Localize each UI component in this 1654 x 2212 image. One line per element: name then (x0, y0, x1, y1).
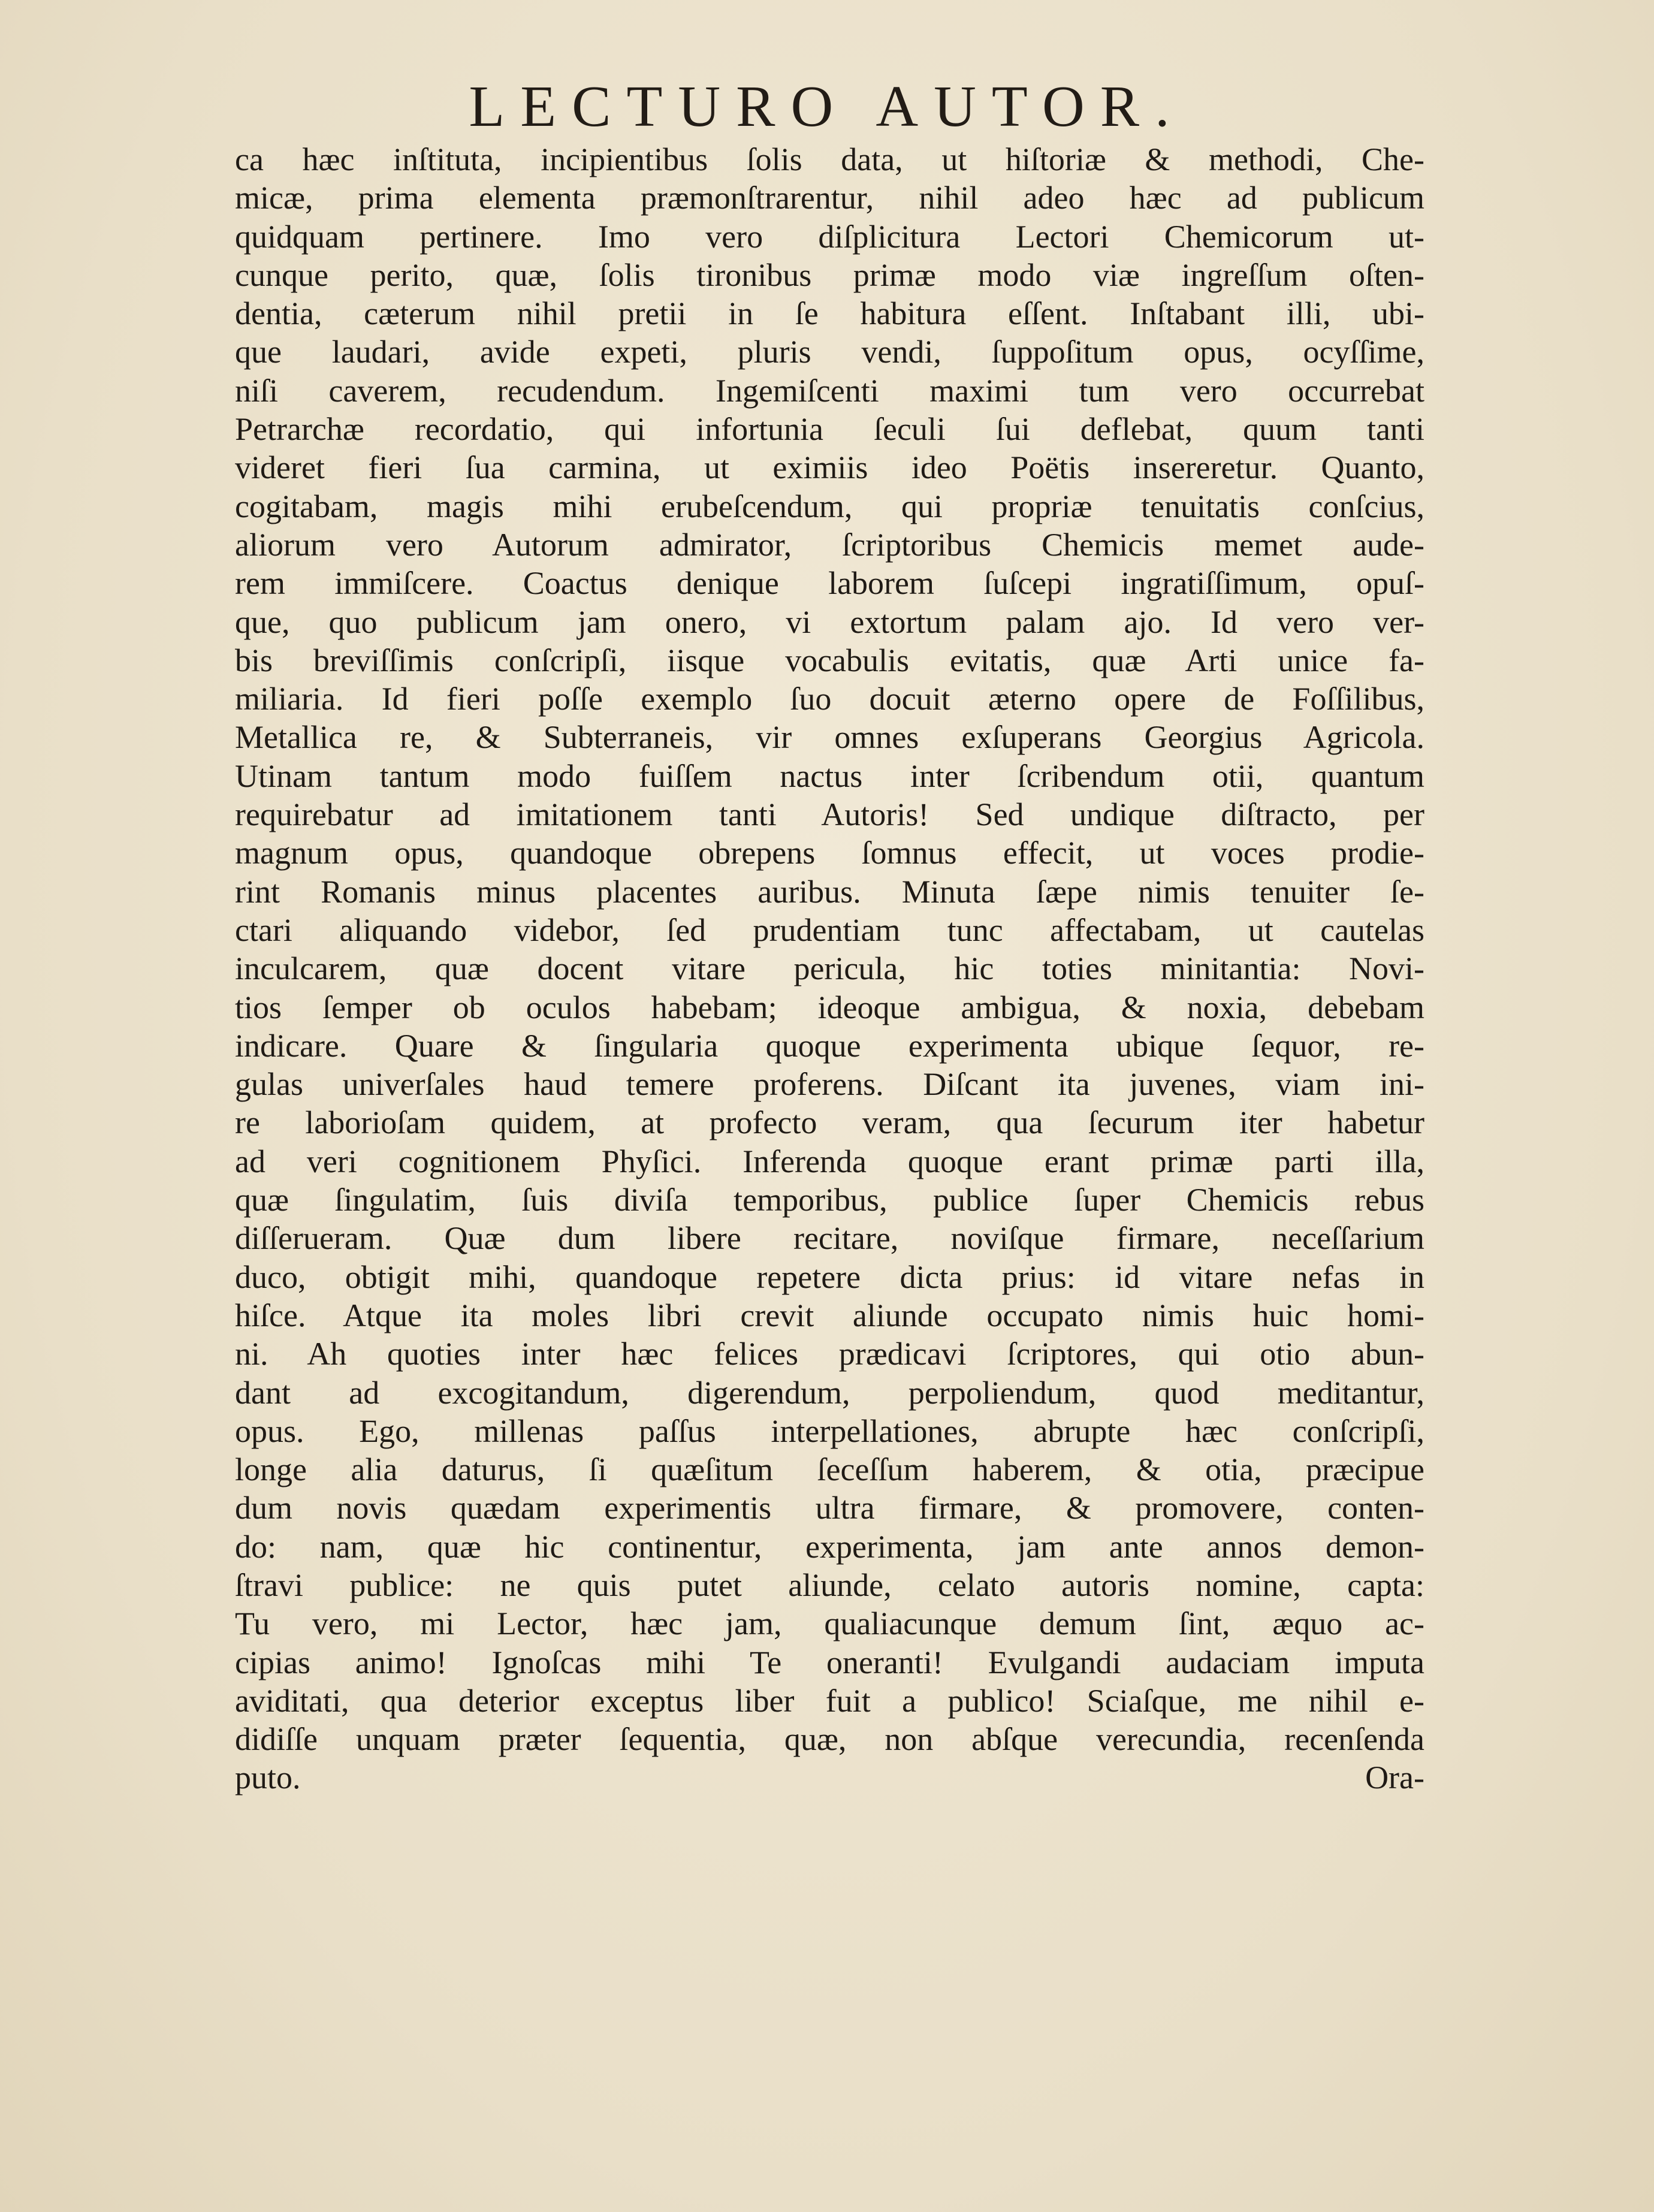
text-line: longe alia daturus, ſi quæſitum ſeceſſum haberem, & otia, præcipue (235, 1451, 1424, 1488)
text-line: opus. Ego, millenas paſſus interpellationes, abrupte hæc conſcripſi, (235, 1413, 1424, 1449)
text-line: aviditati, qua deterior exceptus liber fuit a publico! Sciaſque, me nihil e- (235, 1682, 1424, 1719)
text-line: Tu vero, mi Lector, hæc jam, qualiacunque demum ſint, æquo ac- (235, 1606, 1424, 1642)
text-line: ni. Ah quoties inter hæc felices prædicavi ſcriptores, qui otio abun- (235, 1336, 1424, 1372)
text-line: hiſce. Atque ita moles libri crevit aliunde occupato nimis huic homi- (235, 1297, 1424, 1333)
text-line: ca hæc inſtituta, incipientibus ſolis data, ut hiſtoriæ & methodi, Che- (235, 141, 1424, 177)
text-line: Metallica re, & Subterraneis, vir omnes exſuperans Georgius Agricola. (235, 719, 1424, 756)
text-line: do: nam, quæ hic continentur, experimenta, jam ante annos demon- (235, 1528, 1424, 1565)
text-line: ſtravi publice: ne quis putet aliunde, celato autoris nomine, capta: (235, 1567, 1424, 1603)
text-line: cogitabam, magis mihi erubeſcendum, qui propriæ tenuitatis conſcius, (235, 488, 1424, 524)
text-line: rem immiſcere. Coactus denique laborem ſuſcepi ingratiſſimum, opuſ- (235, 565, 1424, 602)
text-line: cunque perito, quæ, ſolis tironibus primæ modo viæ ingreſſum oſten- (235, 256, 1424, 293)
text-line: re laborioſam quidem, at profecto veram, qua ſecurum iter habetur (235, 1105, 1424, 1141)
text-line: que, quo publicum jam onero, vi extortum palam ajo. Id vero ver- (235, 603, 1424, 640)
text-line: dant ad excogitandum, digerendum, perpoliendum, quod meditantur, (235, 1374, 1424, 1411)
text-line: bis breviſſimis conſcripſi, iisque vocabulis evitatis, quæ Arti unice fa- (235, 642, 1424, 678)
text-line: ctari aliquando videbor, ſed prudentiam tunc affectabam, ut cautelas (235, 912, 1424, 948)
text-line: inculcarem, quæ docent vitare pericula, hic toties minitantia: Novi- (235, 950, 1424, 987)
text-line: tios ſemper ob oculos habebam; ideoque ambigua, & noxia, debebam (235, 989, 1424, 1025)
text-line: Utinam tantum modo fuiſſem nactus inter ſcribendum otii, quantum (235, 758, 1424, 794)
text-line: Petrarchæ recordatio, qui infortunia ſeculi ſui deflebat, quum tanti (235, 411, 1424, 448)
text-line: diſſerueram. Quæ dum libere recitare, noviſque firmare, neceſſarium (235, 1220, 1424, 1257)
text-line: quæ ſingulatim, ſuis diviſa temporibus, publice ſuper Chemicis rebus (235, 1182, 1424, 1218)
text-line: que laudari, avide expeti, pluris vendi, ſuppoſitum opus, ocyſſime, (235, 334, 1424, 370)
text-line: rint Romanis minus placentes auribus. Minuta ſæpe nimis tenuiter ſe- (235, 873, 1424, 910)
running-head-title: LECTURO AUTOR. (469, 74, 1185, 139)
text-line: aliorum vero Autorum admirator, ſcriptoribus Chemicis memet aude- (235, 526, 1424, 563)
text-line: videret fieri ſua carmina, ut eximiis ideo Poëtis insereretur. Quanto, (235, 449, 1424, 486)
body-text (235, 140, 1424, 1797)
text-line: didiſſe unquam præter ſequentia, quæ, non abſque verecundia, recenſenda (235, 1721, 1424, 1758)
text-line: quidquam pertinere. Imo vero diſplicitura Lectori Chemicorum ut- (235, 218, 1424, 255)
text-line: requirebatur ad imitationem tanti Autoris! Sed undique diſtracto, per (235, 796, 1424, 833)
text-line: micæ, prima elementa præmonſtrarentur, nihil adeo hæc ad publicum (235, 180, 1424, 216)
catchword: Ora- (1365, 1760, 1424, 1796)
text-line: ad veri cognitionem Phyſici. Inferenda quoque erant primæ parti illa, (235, 1143, 1424, 1179)
final-line (235, 1758, 1424, 1797)
text-line: gulas univerſales haud temere proferens. Diſcant ita juvenes, viam ini- (235, 1066, 1424, 1103)
text-line: miliaria. Id fieri poſſe exemplo ſuo docuit æterno opere de Foſſilibus, (235, 681, 1424, 717)
text-line: magnum opus, quandoque obrepens ſomnus effecit, ut voces prodie- (235, 835, 1424, 871)
text-line: cipias animo! Ignoſcas mihi Te oneranti! Evulgandi audaciam imputa (235, 1644, 1424, 1680)
text-line: niſi caverem, recudendum. Ingemiſcenti maximi tum vero occurrebat (235, 372, 1424, 409)
text-line: indicare. Quare & ſingularia quoque experimenta ubique ſequor, re- (235, 1027, 1424, 1064)
text-line: dentia, cæterum nihil pretii in ſe habitura eſſent. Inſtabant illi, ubi- (235, 295, 1424, 332)
final-word: puto. (235, 1760, 301, 1796)
text-line: dum novis quædam experimentis ultra firmare, & promovere, conten- (235, 1490, 1424, 1526)
text-line: duco, obtigit mihi, quandoque repetere dicta prius: id vitare nefas in (235, 1259, 1424, 1295)
